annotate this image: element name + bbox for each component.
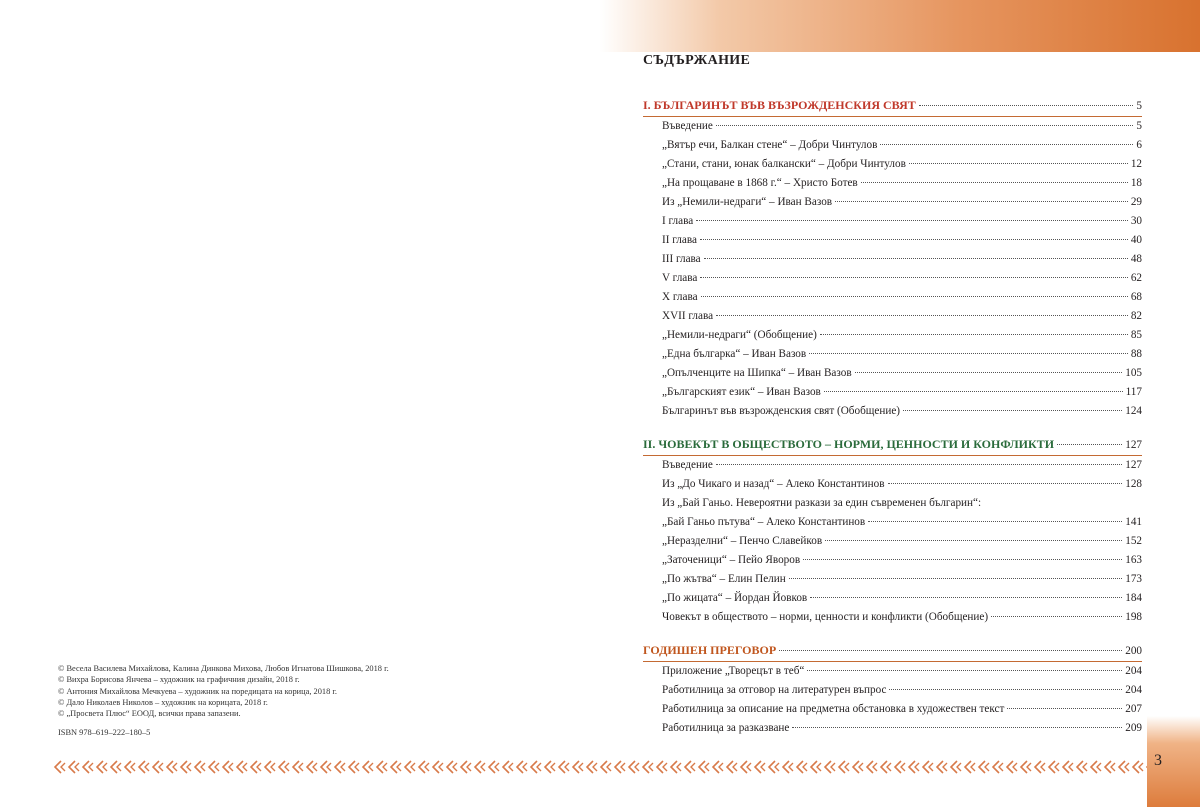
dot-leader: [868, 521, 1122, 522]
toc-entry[interactable]: [643, 589, 1142, 608]
copyright-line: © Антония Михайлова Мечкуева – художник на поредицата на корица, 2018 г.: [58, 686, 337, 696]
entry-title: II глава: [662, 234, 697, 246]
dot-leader: [716, 125, 1134, 126]
copyright-line: © Дало Николаев Николов – художник на корицата, 2018 г.: [58, 697, 268, 707]
dot-leader: [807, 670, 1122, 671]
dot-leader: [809, 353, 1128, 354]
dot-leader: [1007, 708, 1122, 709]
toc-entry[interactable]: [643, 345, 1142, 364]
entry-title: Работилница за разказване: [662, 722, 790, 734]
toc-entry[interactable]: [643, 288, 1142, 307]
entry-page: 152: [1125, 535, 1142, 547]
ornament-border: [52, 759, 1147, 775]
toc-entry[interactable]: [643, 364, 1142, 383]
entry-title: „Неразделни“ – Пенчо Славейков: [662, 535, 823, 547]
entry-page: 30: [1130, 215, 1142, 227]
dot-leader: [855, 372, 1123, 373]
section-title: II. ЧОВЕКЪТ В ОБЩЕСТВОТО – НОРМИ, ЦЕННОСТИ И КОНФЛИКТИ: [643, 437, 1055, 451]
dot-leader: [716, 464, 1122, 465]
entry-page: 12: [1130, 158, 1142, 170]
entry-title: V глава: [662, 272, 698, 284]
entry-page: 5: [1136, 120, 1142, 132]
page-number: 3: [1154, 752, 1162, 769]
copyright-block: [58, 663, 389, 719]
toc-entry[interactable]: [643, 269, 1142, 288]
toc-section-heading[interactable]: [643, 435, 1142, 454]
toc-entry[interactable]: [643, 570, 1142, 589]
toc-entry[interactable]: [643, 681, 1142, 700]
entry-page: 207: [1125, 703, 1142, 715]
toc-entry[interactable]: [643, 551, 1142, 570]
dot-leader: [991, 616, 1122, 617]
copyright-line: © Весела Василева Михайлова, Калина Динкова Михова, Любов Игнатова Шишкова, 2018 г.: [58, 664, 389, 673]
entry-page: 209: [1125, 722, 1142, 734]
toc-entry[interactable]: [643, 326, 1142, 345]
dot-leader: [700, 239, 1128, 240]
toc-entry[interactable]: [643, 402, 1142, 421]
toc-heading: СЪДЪРЖАНИЕ: [643, 53, 751, 68]
section-page: 5: [1136, 100, 1142, 112]
section-title: ГОДИШЕН ПРЕГОВОР: [643, 643, 777, 657]
entry-page: 40: [1130, 234, 1142, 246]
toc-entry[interactable]: [643, 719, 1142, 738]
toc-section: [643, 435, 1142, 627]
toc-section: [643, 96, 1142, 421]
entry-title: III глава: [662, 253, 701, 265]
dot-leader: [889, 689, 1122, 690]
entry-page: 127: [1125, 459, 1142, 471]
entry-title: I глава: [662, 215, 694, 227]
dot-leader: [803, 559, 1122, 560]
entry-page: 124: [1125, 405, 1142, 417]
dot-leader: [700, 277, 1127, 278]
entry-title: X глава: [662, 291, 698, 303]
entry-page: 117: [1125, 386, 1142, 398]
toc-entry[interactable]: [643, 231, 1142, 250]
entry-page: 198: [1125, 611, 1142, 623]
entry-title: „Заточеници“ – Пейо Яворов: [662, 554, 801, 566]
toc-entry[interactable]: [643, 155, 1142, 174]
toc-entry[interactable]: [643, 250, 1142, 269]
entry-page: 184: [1125, 592, 1142, 604]
entry-title: „На прощаване в 1868 г.“ – Христо Ботев: [662, 177, 858, 189]
entry-title: „По жътва“ – Елин Пелин: [662, 573, 786, 585]
toc-entry[interactable]: [643, 608, 1142, 627]
toc-entry[interactable]: [643, 532, 1142, 551]
entry-title: Приложение „Творецът в теб“: [662, 665, 805, 677]
section-page: 200: [1125, 645, 1142, 657]
entry-page: 68: [1130, 291, 1142, 303]
toc-entry[interactable]: [643, 383, 1142, 402]
toc-section-heading[interactable]: [643, 641, 1142, 660]
toc-entry[interactable]: [643, 700, 1142, 719]
entry-page: 29: [1130, 196, 1142, 208]
entry-title: „Опълченците на Шипка“ – Иван Вазов: [662, 367, 852, 379]
entry-title: Въведение: [662, 120, 713, 132]
dot-leader: [888, 483, 1123, 484]
dot-leader: [792, 727, 1122, 728]
toc-entry[interactable]: [643, 475, 1142, 494]
entry-page: 204: [1125, 684, 1142, 696]
entry-title: „Бай Ганьо пътува“ – Алеко Константинов: [662, 516, 866, 528]
toc-entry-subheading: Из „Бай Ганьо. Невероятни разкази за един съвременен българин“:: [662, 497, 982, 509]
entry-title: „Немили-недраги“ (Обобщение): [662, 329, 817, 341]
entry-title: Човекът в обществото – норми, ценности и конфликти (Обобщение): [662, 611, 989, 623]
toc-entry[interactable]: [643, 513, 1142, 532]
dot-leader: [779, 650, 1122, 651]
toc-entry[interactable]: [643, 212, 1142, 231]
entry-title: Из „До Чикаго и назад“ – Алеко Константинов: [662, 478, 885, 490]
dot-leader: [820, 334, 1128, 335]
dot-leader: [919, 105, 1134, 106]
entry-page: 163: [1125, 554, 1142, 566]
entry-page: 48: [1130, 253, 1142, 265]
entry-title: „Вятър ечи, Балкан стене“ – Добри Чинтулов: [662, 139, 878, 151]
dot-leader: [835, 201, 1128, 202]
entry-title: Българинът във възрожденския свят (Обобщение): [662, 405, 901, 417]
dot-leader: [903, 410, 1122, 411]
section-title: I. БЪЛГАРИНЪТ ВЪВ ВЪЗРОЖДЕНСКИЯ СВЯТ: [643, 98, 916, 112]
entry-page: 82: [1130, 310, 1142, 322]
dot-leader: [880, 144, 1133, 145]
dot-leader: [704, 258, 1128, 259]
toc-entry[interactable]: [643, 307, 1142, 326]
entry-title: XVII глава: [662, 310, 714, 322]
dot-leader: [789, 578, 1122, 579]
dot-leader: [824, 391, 1123, 392]
entry-page: 105: [1125, 367, 1142, 379]
section-page: 127: [1125, 439, 1142, 451]
entry-title: Работилница за отговор на литературен въпрос: [662, 684, 887, 696]
dot-leader: [825, 540, 1122, 541]
entry-page: 204: [1125, 665, 1142, 677]
dot-leader: [1057, 444, 1122, 445]
toc-entry[interactable]: [643, 193, 1142, 212]
dot-leader: [909, 163, 1128, 164]
toc-entry[interactable]: [643, 174, 1142, 193]
entry-page: 141: [1125, 516, 1142, 528]
toc-entry[interactable]: [643, 117, 1142, 136]
dot-leader: [696, 220, 1128, 221]
entry-page: 62: [1130, 272, 1142, 284]
entry-page: 85: [1130, 329, 1142, 341]
entry-page: 88: [1130, 348, 1142, 360]
dot-leader: [861, 182, 1128, 183]
dot-leader: [716, 315, 1128, 316]
toc-entry[interactable]: [643, 136, 1142, 155]
entry-title: „По жицата“ – Йордан Йовков: [662, 592, 808, 604]
toc-section-heading[interactable]: [643, 96, 1142, 115]
copyright-line: © „Просвета Плюс“ ЕООД, всички права запазени.: [58, 709, 241, 719]
entry-title: Из „Немили-недраги“ – Иван Вазов: [662, 196, 833, 208]
dot-leader: [701, 296, 1128, 297]
toc-entry[interactable]: [643, 456, 1142, 475]
top-decorative-band: [600, 0, 1200, 52]
copyright-line: © Вихра Борисова Янчева – художник на графичния дизайн, 2018 г.: [58, 675, 300, 685]
entry-page: 6: [1136, 139, 1142, 151]
toc-entry[interactable]: [643, 662, 1142, 681]
entry-title: „Една българка“ – Иван Вазов: [662, 348, 807, 360]
entry-title: Въведение: [662, 459, 713, 471]
entry-title: „Стани, стани, юнак балкански“ – Добри Чинтулов: [662, 158, 906, 170]
entry-page: 173: [1125, 573, 1142, 585]
entry-page: 18: [1130, 177, 1142, 189]
entry-title: Работилница за описание на предметна обстановка в художествен текст: [662, 703, 1005, 715]
isbn: ISBN 978–619–222–180–5: [58, 728, 151, 737]
entry-page: 128: [1125, 478, 1142, 490]
entry-title: „Българският език“ – Иван Вазов: [662, 386, 821, 398]
dot-leader: [810, 597, 1122, 598]
table-of-contents: [643, 96, 1142, 752]
toc-section: [643, 641, 1142, 738]
